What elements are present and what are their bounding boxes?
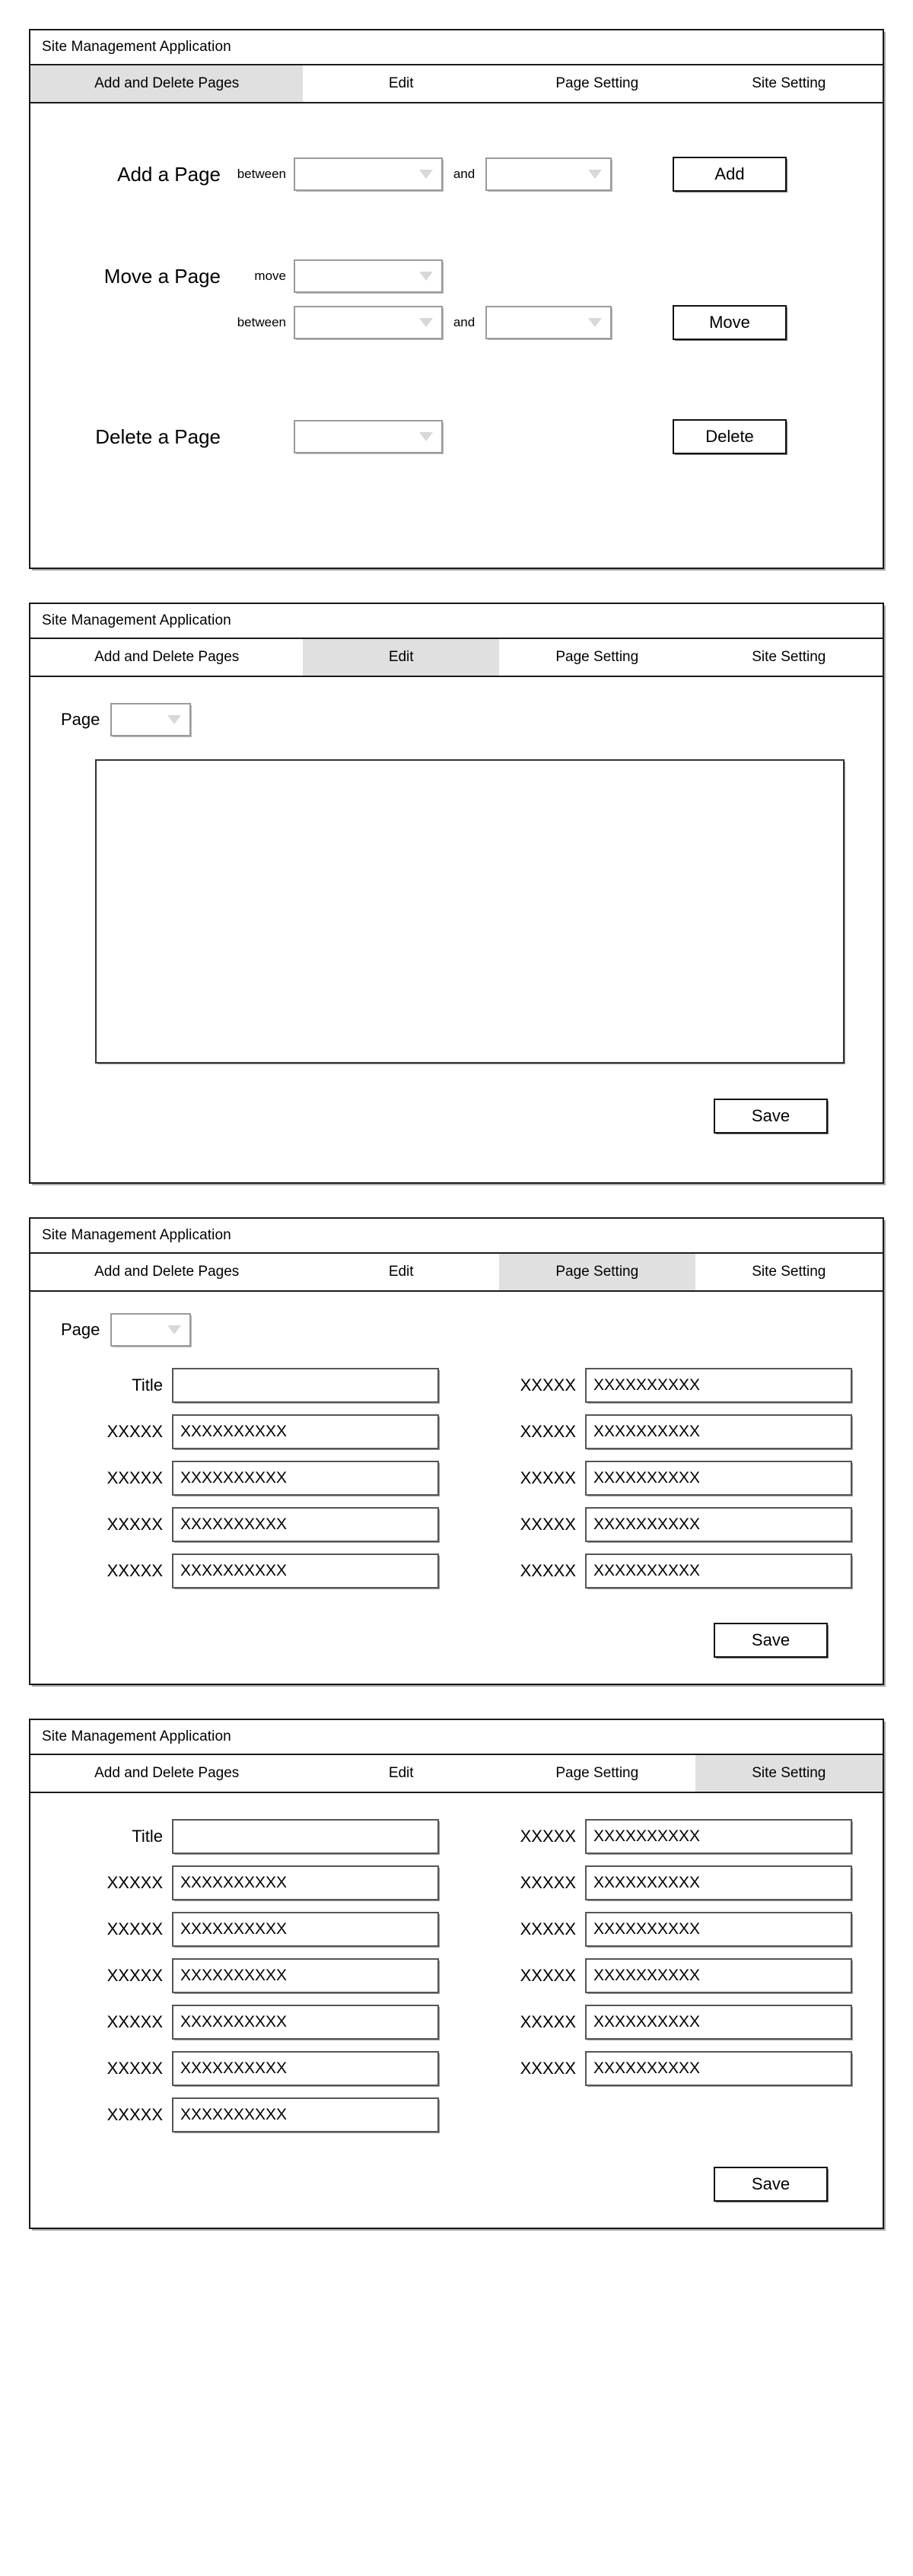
move-between-label: between xyxy=(237,315,286,329)
page-setting-page-dropdown[interactable] xyxy=(110,1313,191,1347)
field-input[interactable]: XXXXXXXXXX xyxy=(172,2051,439,2086)
form-row xyxy=(78,2051,439,2086)
move-a-page-row-2 xyxy=(30,305,883,340)
field-input[interactable]: XXXXXXXXXX xyxy=(585,1461,852,1496)
page-setting-page-selector-row xyxy=(61,1313,852,1347)
tab-site-setting[interactable] xyxy=(695,639,883,676)
form-row xyxy=(78,1958,439,1993)
edit-content-textarea[interactable] xyxy=(95,759,845,1064)
window-titlebar xyxy=(30,604,883,639)
site-setting-left-column xyxy=(78,1819,439,2144)
chevron-down-icon xyxy=(167,1325,181,1334)
form-row xyxy=(491,1819,852,1854)
field-label: XXXXX xyxy=(520,1919,576,1938)
field-label: XXXXX xyxy=(107,1561,163,1580)
window-titlebar xyxy=(30,1720,883,1755)
panel-body xyxy=(30,103,883,568)
site-setting-right-column xyxy=(491,1819,852,2144)
field-label: XXXXX xyxy=(520,1873,576,1892)
field-input[interactable]: XXXXXXXXXX xyxy=(172,1958,439,1993)
page-setting-fields xyxy=(61,1368,852,1600)
tabbar xyxy=(30,1254,883,1292)
field-input[interactable] xyxy=(172,1819,439,1854)
move-from-page-dropdown[interactable] xyxy=(294,306,443,339)
form-row xyxy=(491,1958,852,1993)
tab-label: Add and Delete Pages xyxy=(94,1264,240,1280)
form-row xyxy=(491,1554,852,1589)
field-input[interactable]: XXXXXXXXXX xyxy=(172,1554,439,1589)
chevron-down-icon xyxy=(419,170,433,179)
form-row xyxy=(78,1507,439,1542)
field-input[interactable]: XXXXXXXXXX xyxy=(172,1912,439,1947)
panel-page-setting xyxy=(29,1217,884,1685)
tab-label: Site Setting xyxy=(752,649,826,665)
tab-label: Site Setting xyxy=(752,1264,826,1280)
tab-page-setting[interactable] xyxy=(499,1254,695,1290)
tab-label: Page Setting xyxy=(555,1765,639,1781)
tab-site-setting[interactable] xyxy=(695,65,883,102)
form-row xyxy=(78,1554,439,1589)
site-setting-actions xyxy=(61,2144,852,2228)
tab-label: Edit xyxy=(388,649,414,665)
delete-button[interactable]: Delete xyxy=(673,419,787,454)
panel-add-delete-pages xyxy=(29,29,884,569)
tab-add-and-delete-pages[interactable] xyxy=(30,1755,303,1792)
field-input[interactable]: XXXXXXXXXX xyxy=(172,1414,439,1449)
edit-page-dropdown[interactable] xyxy=(110,703,191,736)
tab-edit[interactable] xyxy=(303,639,499,676)
add-and-label: and xyxy=(453,167,476,181)
field-label: XXXXX xyxy=(107,1919,163,1938)
field-label: XXXXX xyxy=(107,2059,163,2078)
tab-site-setting[interactable] xyxy=(695,1254,883,1290)
move-label: move xyxy=(254,269,286,283)
delete-a-page-heading: Delete a Page xyxy=(95,425,221,448)
form-row xyxy=(78,1461,439,1496)
save-button[interactable]: Save xyxy=(714,1099,828,1134)
form-row xyxy=(491,1368,852,1403)
window-title: Site Management Application xyxy=(42,39,231,55)
form-row xyxy=(78,1912,439,1947)
form-row xyxy=(491,1507,852,1542)
tab-site-setting[interactable] xyxy=(695,1755,883,1792)
tab-label: Edit xyxy=(388,1765,414,1781)
field-label: XXXXX xyxy=(520,1561,576,1580)
form-row xyxy=(78,1368,439,1403)
field-label: Title xyxy=(132,1827,163,1846)
chevron-down-icon xyxy=(419,318,433,327)
field-label: XXXXX xyxy=(107,1468,163,1487)
tab-label: Page Setting xyxy=(555,1264,639,1280)
edit-actions xyxy=(61,1064,852,1156)
field-label: XXXXX xyxy=(107,1515,163,1534)
chevron-down-icon xyxy=(588,170,602,179)
field-input[interactable]: XXXXXXXXXX xyxy=(172,2005,439,2040)
field-label: XXXXX xyxy=(520,1422,576,1441)
field-label: XXXXX xyxy=(520,1827,576,1846)
field-input[interactable]: XXXXXXXXXX xyxy=(585,2051,852,2086)
site-setting-fields xyxy=(61,1819,852,2144)
form-row xyxy=(491,1912,852,1947)
tab-label: Edit xyxy=(388,75,414,91)
form-row xyxy=(78,1865,439,1900)
form-row xyxy=(491,2051,852,2086)
window-titlebar xyxy=(30,1219,883,1254)
tabbar xyxy=(30,1755,883,1793)
chevron-down-icon xyxy=(588,318,602,327)
panel-body xyxy=(30,677,883,1182)
move-to-page-dropdown[interactable] xyxy=(485,306,612,339)
field-input[interactable]: XXXXXXXXXX xyxy=(172,1507,439,1542)
field-label: XXXXX xyxy=(520,1375,576,1395)
form-row xyxy=(491,2005,852,2040)
tabbar xyxy=(30,639,883,677)
add-to-page-dropdown[interactable] xyxy=(485,157,612,191)
save-button[interactable]: Save xyxy=(714,2167,828,2202)
tab-edit[interactable] xyxy=(303,1254,499,1290)
tab-label: Add and Delete Pages xyxy=(94,649,240,665)
field-input[interactable]: XXXXXXXXXX xyxy=(585,1507,852,1542)
field-label: XXXXX xyxy=(520,2059,576,2078)
add-between-label: between xyxy=(237,167,286,181)
field-input[interactable]: XXXXXXXXXX xyxy=(585,2005,852,2040)
delete-page-dropdown[interactable] xyxy=(294,420,443,453)
tab-edit[interactable] xyxy=(303,1755,499,1792)
add-a-page-heading: Add a Page xyxy=(117,162,221,186)
form-row xyxy=(78,1819,439,1854)
tab-edit[interactable] xyxy=(303,65,499,102)
field-input[interactable]: XXXXXXXXXX xyxy=(585,1368,852,1403)
field-input[interactable]: XXXXXXXXXX xyxy=(585,1414,852,1449)
field-label: XXXXX xyxy=(107,1873,163,1892)
move-target-page-dropdown[interactable] xyxy=(294,259,443,293)
panel-body xyxy=(30,1793,883,2228)
tab-label: Page Setting xyxy=(555,75,639,91)
field-input[interactable]: XXXXXXXXXX xyxy=(172,1865,439,1900)
move-a-page-row-1 xyxy=(30,259,883,293)
field-label: XXXXX xyxy=(520,2012,576,2031)
tab-label: Edit xyxy=(388,1264,414,1280)
form-row xyxy=(491,1414,852,1449)
move-and-label: and xyxy=(453,315,476,329)
field-input[interactable]: XXXXXXXXXX xyxy=(585,1958,852,1993)
field-input[interactable] xyxy=(172,1368,439,1403)
chevron-down-icon xyxy=(167,715,181,724)
tab-page-setting[interactable] xyxy=(499,639,695,676)
tabbar xyxy=(30,65,883,103)
page-label: Page xyxy=(61,710,100,729)
move-button[interactable]: Move xyxy=(673,305,787,340)
field-label: Title xyxy=(132,1375,163,1395)
tab-label: Site Setting xyxy=(752,75,826,91)
window-titlebar xyxy=(30,30,883,65)
save-button[interactable]: Save xyxy=(714,1623,828,1658)
window-title: Site Management Application xyxy=(42,1227,231,1243)
tab-add-and-delete-pages[interactable] xyxy=(30,65,303,102)
tab-label: Add and Delete Pages xyxy=(94,1765,240,1781)
add-a-page-row xyxy=(30,157,883,192)
field-label: XXXXX xyxy=(520,1515,576,1534)
tab-add-and-delete-pages[interactable] xyxy=(30,1254,303,1290)
field-label: XXXXX xyxy=(107,2012,163,2031)
tab-label: Page Setting xyxy=(555,649,639,665)
field-input[interactable]: XXXXXXXXXX xyxy=(585,1819,852,1854)
panel-edit xyxy=(29,603,884,1184)
panel-body xyxy=(30,1292,883,1684)
page-setting-left-column xyxy=(78,1368,439,1600)
tab-add-and-delete-pages[interactable] xyxy=(30,639,303,676)
form-row xyxy=(78,2097,439,2132)
panel-site-setting xyxy=(29,1719,884,2229)
field-label: XXXXX xyxy=(107,1422,163,1441)
form-row xyxy=(491,1461,852,1496)
field-input[interactable]: XXXXXXXXXX xyxy=(172,1461,439,1496)
page-label: Page xyxy=(61,1320,100,1339)
tab-label: Add and Delete Pages xyxy=(94,75,240,91)
field-label: XXXXX xyxy=(107,2105,163,2124)
form-row xyxy=(78,2005,439,2040)
tab-label: Site Setting xyxy=(752,1765,826,1781)
move-a-page-heading: Move a Page xyxy=(103,264,221,288)
add-button[interactable]: Add xyxy=(673,157,787,192)
field-label: XXXXX xyxy=(520,1966,576,1985)
field-label: XXXXX xyxy=(107,1966,163,1985)
window-title: Site Management Application xyxy=(42,612,231,628)
field-input[interactable]: XXXXXXXXXX xyxy=(585,1554,852,1589)
add-from-page-dropdown[interactable] xyxy=(294,157,443,191)
form-row xyxy=(78,1414,439,1449)
field-label: XXXXX xyxy=(520,1468,576,1487)
delete-a-page-row xyxy=(30,419,883,454)
page-setting-right-column xyxy=(491,1368,852,1600)
page-setting-actions xyxy=(61,1600,852,1684)
field-input[interactable]: XXXXXXXXXX xyxy=(585,1912,852,1947)
chevron-down-icon xyxy=(419,432,433,441)
window-title: Site Management Application xyxy=(42,1728,231,1744)
field-input[interactable]: XXXXXXXXXX xyxy=(585,1865,852,1900)
tab-page-setting[interactable] xyxy=(499,65,695,102)
tab-page-setting[interactable] xyxy=(499,1755,695,1792)
field-input[interactable]: XXXXXXXXXX xyxy=(172,2097,439,2132)
chevron-down-icon xyxy=(419,272,433,281)
edit-page-selector-row xyxy=(61,703,852,736)
form-row xyxy=(491,1865,852,1900)
